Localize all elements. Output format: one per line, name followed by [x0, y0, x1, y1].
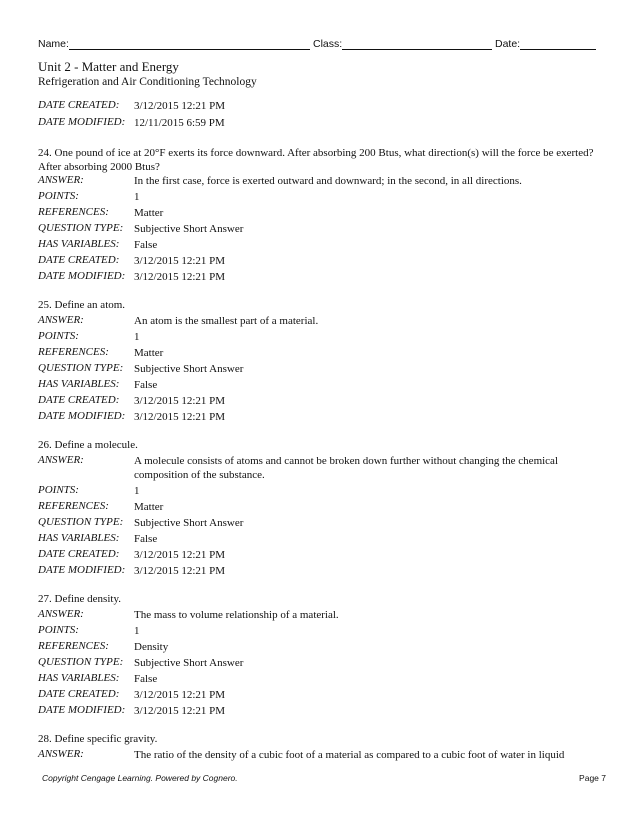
value-has-variables: False [134, 239, 158, 251]
value-answer: In the first case, force is exerted outward and downward; in the second, in all directions. [134, 175, 522, 187]
label-date-modified: DATE MODIFIED: [38, 704, 126, 716]
meta-row-date-created [38, 254, 598, 269]
value-answer: The mass to volume relationship of a material. [134, 609, 339, 621]
label-question-type: QUESTION TYPE: [38, 362, 124, 374]
meta-row-question-type [38, 516, 598, 531]
label-points: POINTS: [38, 484, 79, 496]
meta-row-date-modified [38, 116, 598, 131]
meta-row-references [38, 500, 598, 515]
meta-row-answer [38, 454, 598, 484]
label-answer: ANSWER: [38, 454, 84, 466]
value-references: Density [134, 641, 169, 653]
label-references: REFERENCES: [38, 206, 109, 218]
value-points: 1 [134, 191, 140, 203]
meta-row-references [38, 346, 598, 361]
title-block [38, 59, 257, 90]
label-references: REFERENCES: [38, 500, 109, 512]
value-question-type: Subjective Short Answer [134, 223, 244, 235]
label-points: POINTS: [38, 190, 79, 202]
meta-row-answer [38, 748, 598, 763]
label-question-type: QUESTION TYPE: [38, 222, 124, 234]
unit-title: Unit 2 - Matter and Energy [38, 59, 179, 74]
meta-row-date-modified [38, 270, 598, 285]
question-24-text: 24. One pound of ice at 20°F exerts its force downward. After absorbing 200 Btus, what direction(s) will the force be exerted? After absorbing 2000 Btus? [38, 147, 594, 173]
meta-row-has-variables [38, 672, 598, 687]
label-question-type: QUESTION TYPE: [38, 516, 124, 528]
label-has-variables: HAS VARIABLES: [38, 378, 120, 390]
meta-row-references [38, 206, 598, 221]
meta-row-answer [38, 608, 598, 623]
question-25-text: 25. Define an atom. [38, 299, 126, 311]
meta-row-date-modified [38, 564, 598, 579]
value-answer: A molecule consists of atoms and cannot be broken down further without changing the chemical composition of the substance. [134, 455, 558, 481]
label-has-variables: HAS VARIABLES: [38, 672, 120, 684]
meta-row-date-created [38, 394, 598, 409]
label-question-type: QUESTION TYPE: [38, 656, 124, 668]
value-date-modified: 3/12/2015 12:21 PM [134, 411, 226, 423]
meta-row-points [38, 484, 598, 499]
meta-row-date-modified [38, 410, 598, 425]
meta-row-has-variables [38, 238, 598, 253]
meta-row-date-modified [38, 704, 598, 719]
value-date-created: 3/12/2015 12:21 PM [134, 549, 226, 561]
value-date-created: 3/12/2015 12:21 PM [134, 255, 226, 267]
meta-row-points [38, 190, 598, 205]
label-date-created: DATE CREATED: [38, 688, 120, 700]
question-27-text: 27. Define density. [38, 593, 121, 605]
label-answer: ANSWER: [38, 608, 84, 620]
label-date-modified: DATE MODIFIED: [38, 116, 126, 128]
question-28-text: 28. Define specific gravity. [38, 733, 158, 745]
value-date-created: 3/12/2015 12:21 PM [134, 689, 226, 701]
date-field[interactable] [495, 38, 596, 50]
value-date-created: 3/12/2015 12:21 PM [134, 100, 226, 112]
value-points: 1 [134, 331, 140, 343]
meta-row-question-type [38, 362, 598, 377]
value-has-variables: False [134, 533, 158, 545]
value-question-type: Subjective Short Answer [134, 517, 244, 529]
label-references: REFERENCES: [38, 640, 109, 652]
value-question-type: Subjective Short Answer [134, 363, 244, 375]
value-date-modified: 3/12/2015 12:21 PM [134, 565, 226, 577]
value-points: 1 [134, 625, 140, 637]
value-question-type: Subjective Short Answer [134, 657, 244, 669]
label-date-created: DATE CREATED: [38, 254, 120, 266]
value-date-modified: 3/12/2015 12:21 PM [134, 271, 226, 283]
page-footer [38, 773, 606, 785]
name-field[interactable] [38, 38, 310, 50]
date-label: Date: [495, 38, 521, 50]
label-points: POINTS: [38, 624, 79, 636]
label-date-modified: DATE MODIFIED: [38, 564, 126, 576]
meta-row-has-variables [38, 532, 598, 547]
meta-row-date-created [38, 688, 598, 703]
page-number: Page 7 [579, 773, 606, 783]
label-date-modified: DATE MODIFIED: [38, 410, 126, 422]
class-label: Class: [313, 38, 343, 50]
label-date-created: DATE CREATED: [38, 548, 120, 560]
name-label: Name: [38, 38, 69, 50]
label-references: REFERENCES: [38, 346, 109, 358]
value-has-variables: False [134, 379, 158, 391]
value-references: Matter [134, 207, 164, 219]
meta-row-date-created [38, 548, 598, 563]
label-answer: ANSWER: [38, 314, 84, 326]
meta-row-points [38, 624, 598, 639]
worksheet-header [38, 38, 602, 52]
label-date-modified: DATE MODIFIED: [38, 270, 126, 282]
class-field[interactable] [313, 38, 492, 50]
meta-row-points [38, 330, 598, 345]
value-answer: The ratio of the density of a cubic foot of a material as compared to a cubic foot of water in liquid [134, 749, 565, 761]
value-has-variables: False [134, 673, 158, 685]
date-line [520, 38, 596, 50]
copyright-notice: Copyright Cengage Learning. Powered by Cognero. [42, 773, 238, 783]
meta-row-question-type [38, 656, 598, 671]
value-points: 1 [134, 485, 140, 497]
label-answer: ANSWER: [38, 174, 84, 186]
label-date-created: DATE CREATED: [38, 394, 120, 406]
meta-row-references [38, 640, 598, 655]
meta-row-answer [38, 314, 598, 329]
label-has-variables: HAS VARIABLES: [38, 532, 120, 544]
label-has-variables: HAS VARIABLES: [38, 238, 120, 250]
class-line [342, 38, 492, 50]
label-points: POINTS: [38, 330, 79, 342]
meta-row-answer [38, 174, 598, 189]
course-subtitle: Refrigeration and Air Conditioning Technology [38, 76, 257, 88]
question-26-text: 26. Define a molecule. [38, 439, 138, 451]
value-references: Matter [134, 501, 164, 513]
meta-row-date-created [38, 99, 598, 114]
value-answer: An atom is the smallest part of a material. [134, 315, 319, 327]
label-answer: ANSWER: [38, 748, 84, 760]
value-references: Matter [134, 347, 164, 359]
value-date-modified: 3/12/2015 12:21 PM [134, 705, 226, 717]
meta-row-question-type [38, 222, 598, 237]
meta-row-has-variables [38, 378, 598, 393]
name-line [69, 38, 310, 50]
value-date-created: 3/12/2015 12:21 PM [134, 395, 226, 407]
value-date-modified: 12/11/2015 6:59 PM [134, 117, 225, 129]
label-date-created: DATE CREATED: [38, 99, 120, 111]
